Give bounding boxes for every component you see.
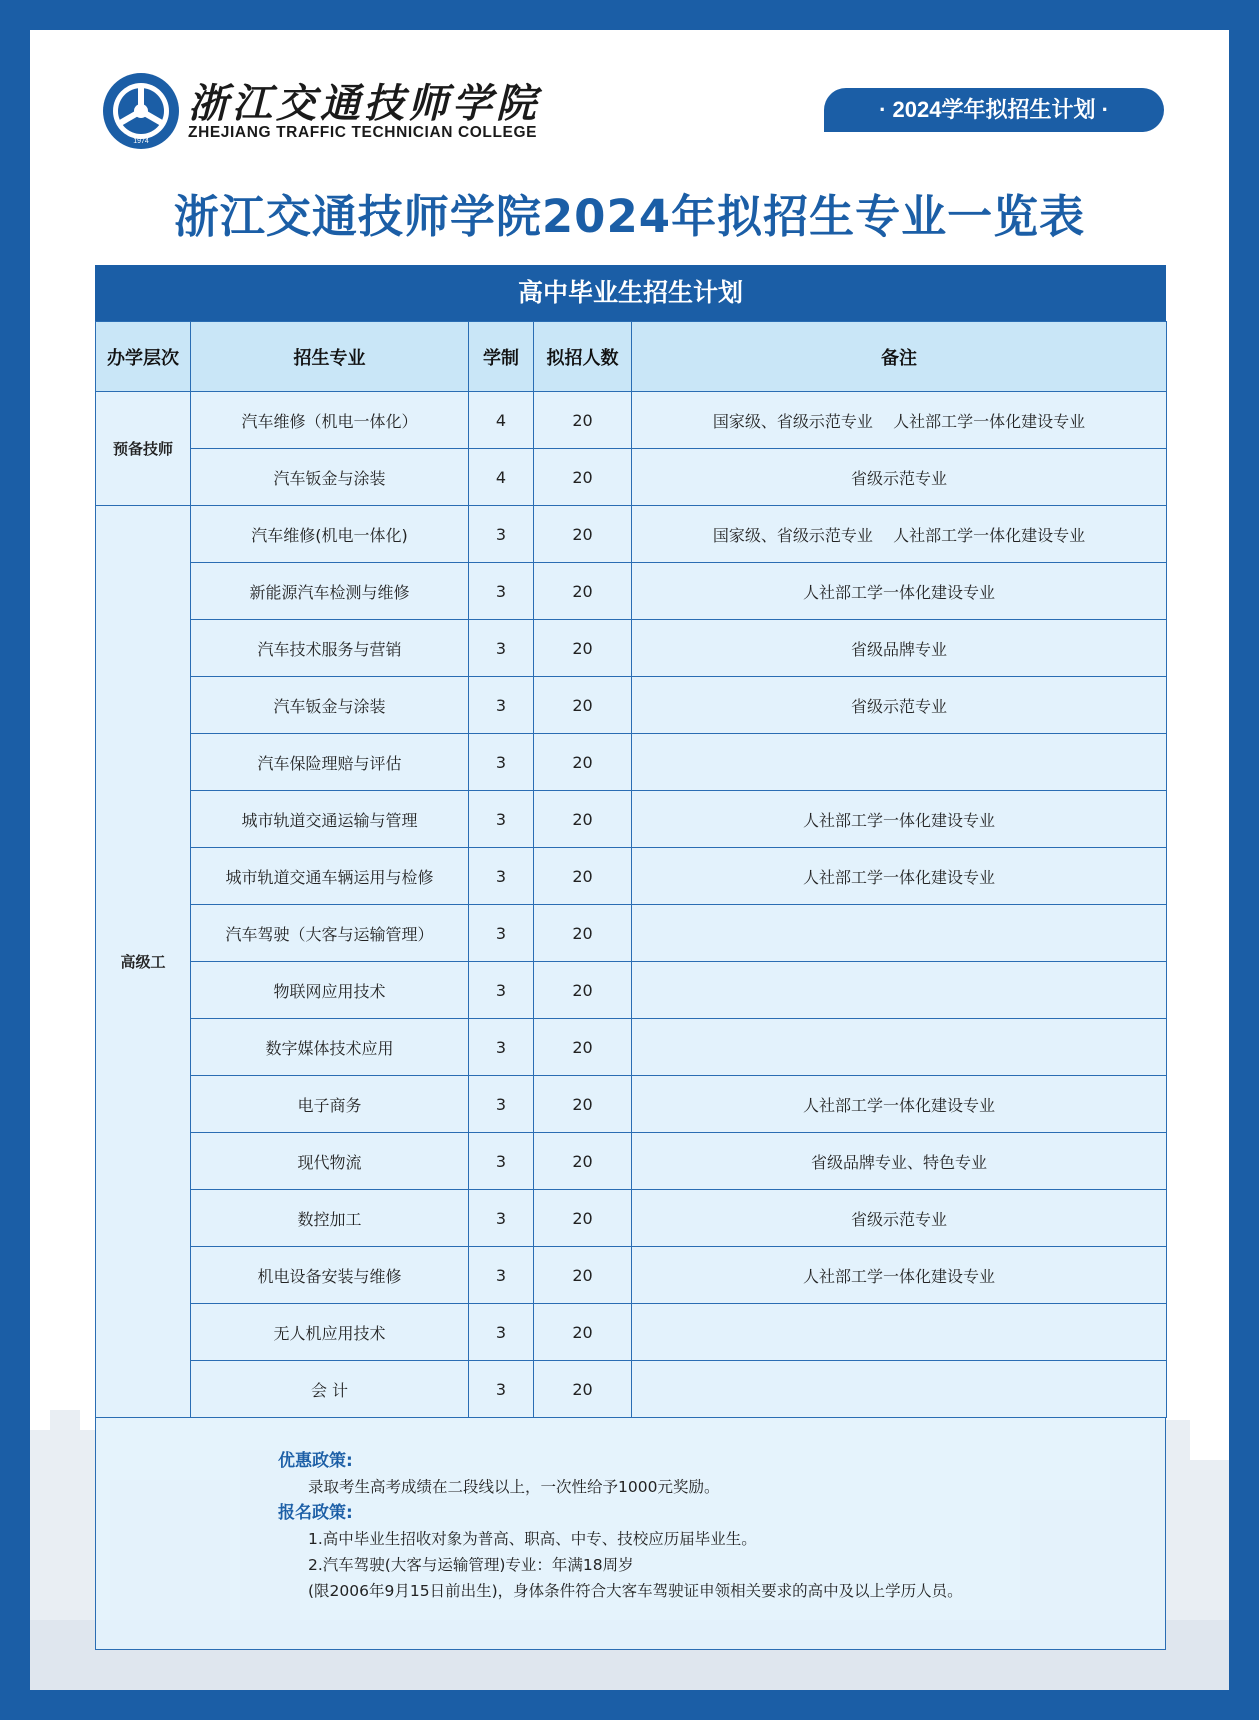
note-cell	[632, 734, 1167, 791]
years-cell: 3	[469, 677, 534, 734]
signup-policy-line: (限2006年9月15日前出生)，身体条件符合大客车驾驶证申领相关要求的高中及以上学历人员。	[308, 1582, 963, 1600]
note-cell: 国家级、省级示范专业 人社部工学一体化建设专业	[632, 506, 1167, 563]
col-header-level: 办学层次	[96, 322, 191, 392]
years-cell: 3	[469, 1304, 534, 1361]
count-cell: 20	[534, 905, 632, 962]
note-cell: 省级品牌专业	[632, 620, 1167, 677]
major-cell: 城市轨道交通车辆运用与检修	[191, 848, 469, 905]
years-cell: 4	[469, 392, 534, 449]
years-cell: 3	[469, 1247, 534, 1304]
note-cell: 省级示范专业	[632, 449, 1167, 506]
years-cell: 3	[469, 1190, 534, 1247]
major-cell: 数字媒体技术应用	[191, 1019, 469, 1076]
count-cell: 20	[534, 734, 632, 791]
major-cell: 会 计	[191, 1361, 469, 1418]
college-emblem-icon	[102, 72, 180, 150]
table-row	[96, 1133, 1167, 1190]
note-cell	[632, 905, 1167, 962]
count-cell: 20	[534, 848, 632, 905]
years-cell: 3	[469, 1076, 534, 1133]
years-cell: 4	[469, 449, 534, 506]
table-row	[96, 449, 1167, 506]
count-cell: 20	[534, 449, 632, 506]
col-header-count: 拟招人数	[534, 322, 632, 392]
logo-chinese-name: 浙江交通技师学院	[188, 80, 540, 127]
years-cell: 3	[469, 1019, 534, 1076]
count-cell: 20	[534, 791, 632, 848]
count-cell: 20	[534, 620, 632, 677]
table-header-row	[96, 322, 1167, 392]
years-cell: 3	[469, 563, 534, 620]
table-row	[96, 620, 1167, 677]
note-cell: 省级示范专业	[632, 1190, 1167, 1247]
count-cell: 20	[534, 506, 632, 563]
major-cell: 汽车钣金与涂装	[191, 449, 469, 506]
note-cell: 人社部工学一体化建设专业	[632, 1076, 1167, 1133]
level-cell: 高级工	[96, 506, 191, 1418]
note-cell	[632, 962, 1167, 1019]
major-cell: 汽车驾驶（大客与运输管理）	[191, 905, 469, 962]
major-cell: 汽车钣金与涂装	[191, 677, 469, 734]
table-row	[96, 962, 1167, 1019]
count-cell: 20	[534, 1190, 632, 1247]
note-cell: 国家级、省级示范专业 人社部工学一体化建设专业	[632, 392, 1167, 449]
table-row	[96, 1190, 1167, 1247]
count-cell: 20	[534, 962, 632, 1019]
section-header: 高中毕业生招生计划	[95, 265, 1166, 321]
table-row	[96, 1076, 1167, 1133]
table-row	[96, 791, 1167, 848]
note-cell: 人社部工学一体化建设专业	[632, 563, 1167, 620]
years-cell: 3	[469, 734, 534, 791]
major-cell: 物联网应用技术	[191, 962, 469, 1019]
note-cell: 人社部工学一体化建设专业	[632, 848, 1167, 905]
count-cell: 20	[534, 1247, 632, 1304]
major-cell: 汽车保险理赔与评估	[191, 734, 469, 791]
note-cell: 省级品牌专业、特色专业	[632, 1133, 1167, 1190]
table-row	[96, 1247, 1167, 1304]
signup-policy-title: 报名政策:	[278, 1503, 353, 1523]
level-cell: 预备技师	[96, 392, 191, 506]
note-cell	[632, 1304, 1167, 1361]
plan-year-badge: · 2024学年拟招生计划 ·	[824, 88, 1164, 132]
logo-english-name: ZHEJIANG TRAFFIC TECHNICIAN COLLEGE	[188, 124, 538, 141]
major-cell: 无人机应用技术	[191, 1304, 469, 1361]
signup-policy-line: 1.高中毕业生招收对象为普高、职高、中专、技校应历届毕业生。	[308, 1530, 757, 1548]
table-row	[96, 506, 1167, 563]
years-cell: 3	[469, 506, 534, 563]
table-row	[96, 1019, 1167, 1076]
enrollment-table	[95, 321, 1167, 1418]
poster	[30, 30, 1229, 1690]
count-cell: 20	[534, 1019, 632, 1076]
signup-policy-line: 2.汽车驾驶(大客与运输管理)专业：年满18周岁	[308, 1556, 634, 1574]
major-cell: 数控加工	[191, 1190, 469, 1247]
college-logo	[102, 72, 572, 172]
major-cell: 汽车技术服务与营销	[191, 620, 469, 677]
enrollment-table-section	[95, 265, 1166, 1650]
col-header-years: 学制	[469, 322, 534, 392]
discount-policy-line: 录取考生高考成绩在二段线以上，一次性给予1000元奖励。	[308, 1478, 720, 1496]
count-cell: 20	[534, 1076, 632, 1133]
major-cell: 电子商务	[191, 1076, 469, 1133]
major-cell: 机电设备安装与维修	[191, 1247, 469, 1304]
logo-year: 1974	[133, 138, 149, 145]
major-cell: 城市轨道交通运输与管理	[191, 791, 469, 848]
years-cell: 3	[469, 905, 534, 962]
note-cell: 人社部工学一体化建设专业	[632, 791, 1167, 848]
note-cell: 人社部工学一体化建设专业	[632, 1247, 1167, 1304]
table-row	[96, 1304, 1167, 1361]
count-cell: 20	[534, 1361, 632, 1418]
note-cell	[632, 1019, 1167, 1076]
count-cell: 20	[534, 1304, 632, 1361]
count-cell: 20	[534, 677, 632, 734]
note-cell: 省级示范专业	[632, 677, 1167, 734]
table-body	[96, 392, 1167, 1418]
years-cell: 3	[469, 962, 534, 1019]
page-title: 浙江交通技师学院2024年拟招生专业一览表	[173, 190, 1086, 243]
col-header-major: 招生专业	[191, 322, 469, 392]
major-cell: 新能源汽车检测与维修	[191, 563, 469, 620]
years-cell: 3	[469, 620, 534, 677]
table-row	[96, 563, 1167, 620]
table-row	[96, 392, 1167, 449]
major-cell: 现代物流	[191, 1133, 469, 1190]
count-cell: 20	[534, 563, 632, 620]
table-row	[96, 677, 1167, 734]
discount-policy-title: 优惠政策:	[278, 1451, 353, 1471]
major-cell: 汽车维修(机电一体化)	[191, 506, 469, 563]
table-row	[96, 848, 1167, 905]
table-row	[96, 1361, 1167, 1418]
years-cell: 3	[469, 1361, 534, 1418]
table-row	[96, 734, 1167, 791]
years-cell: 3	[469, 848, 534, 905]
table-row	[96, 905, 1167, 962]
count-cell: 20	[534, 392, 632, 449]
years-cell: 3	[469, 1133, 534, 1190]
count-cell: 20	[534, 1133, 632, 1190]
note-cell	[632, 1361, 1167, 1418]
years-cell: 3	[469, 791, 534, 848]
col-header-note: 备注	[632, 322, 1167, 392]
policy-section	[95, 1418, 1166, 1650]
major-cell: 汽车维修（机电一体化）	[191, 392, 469, 449]
